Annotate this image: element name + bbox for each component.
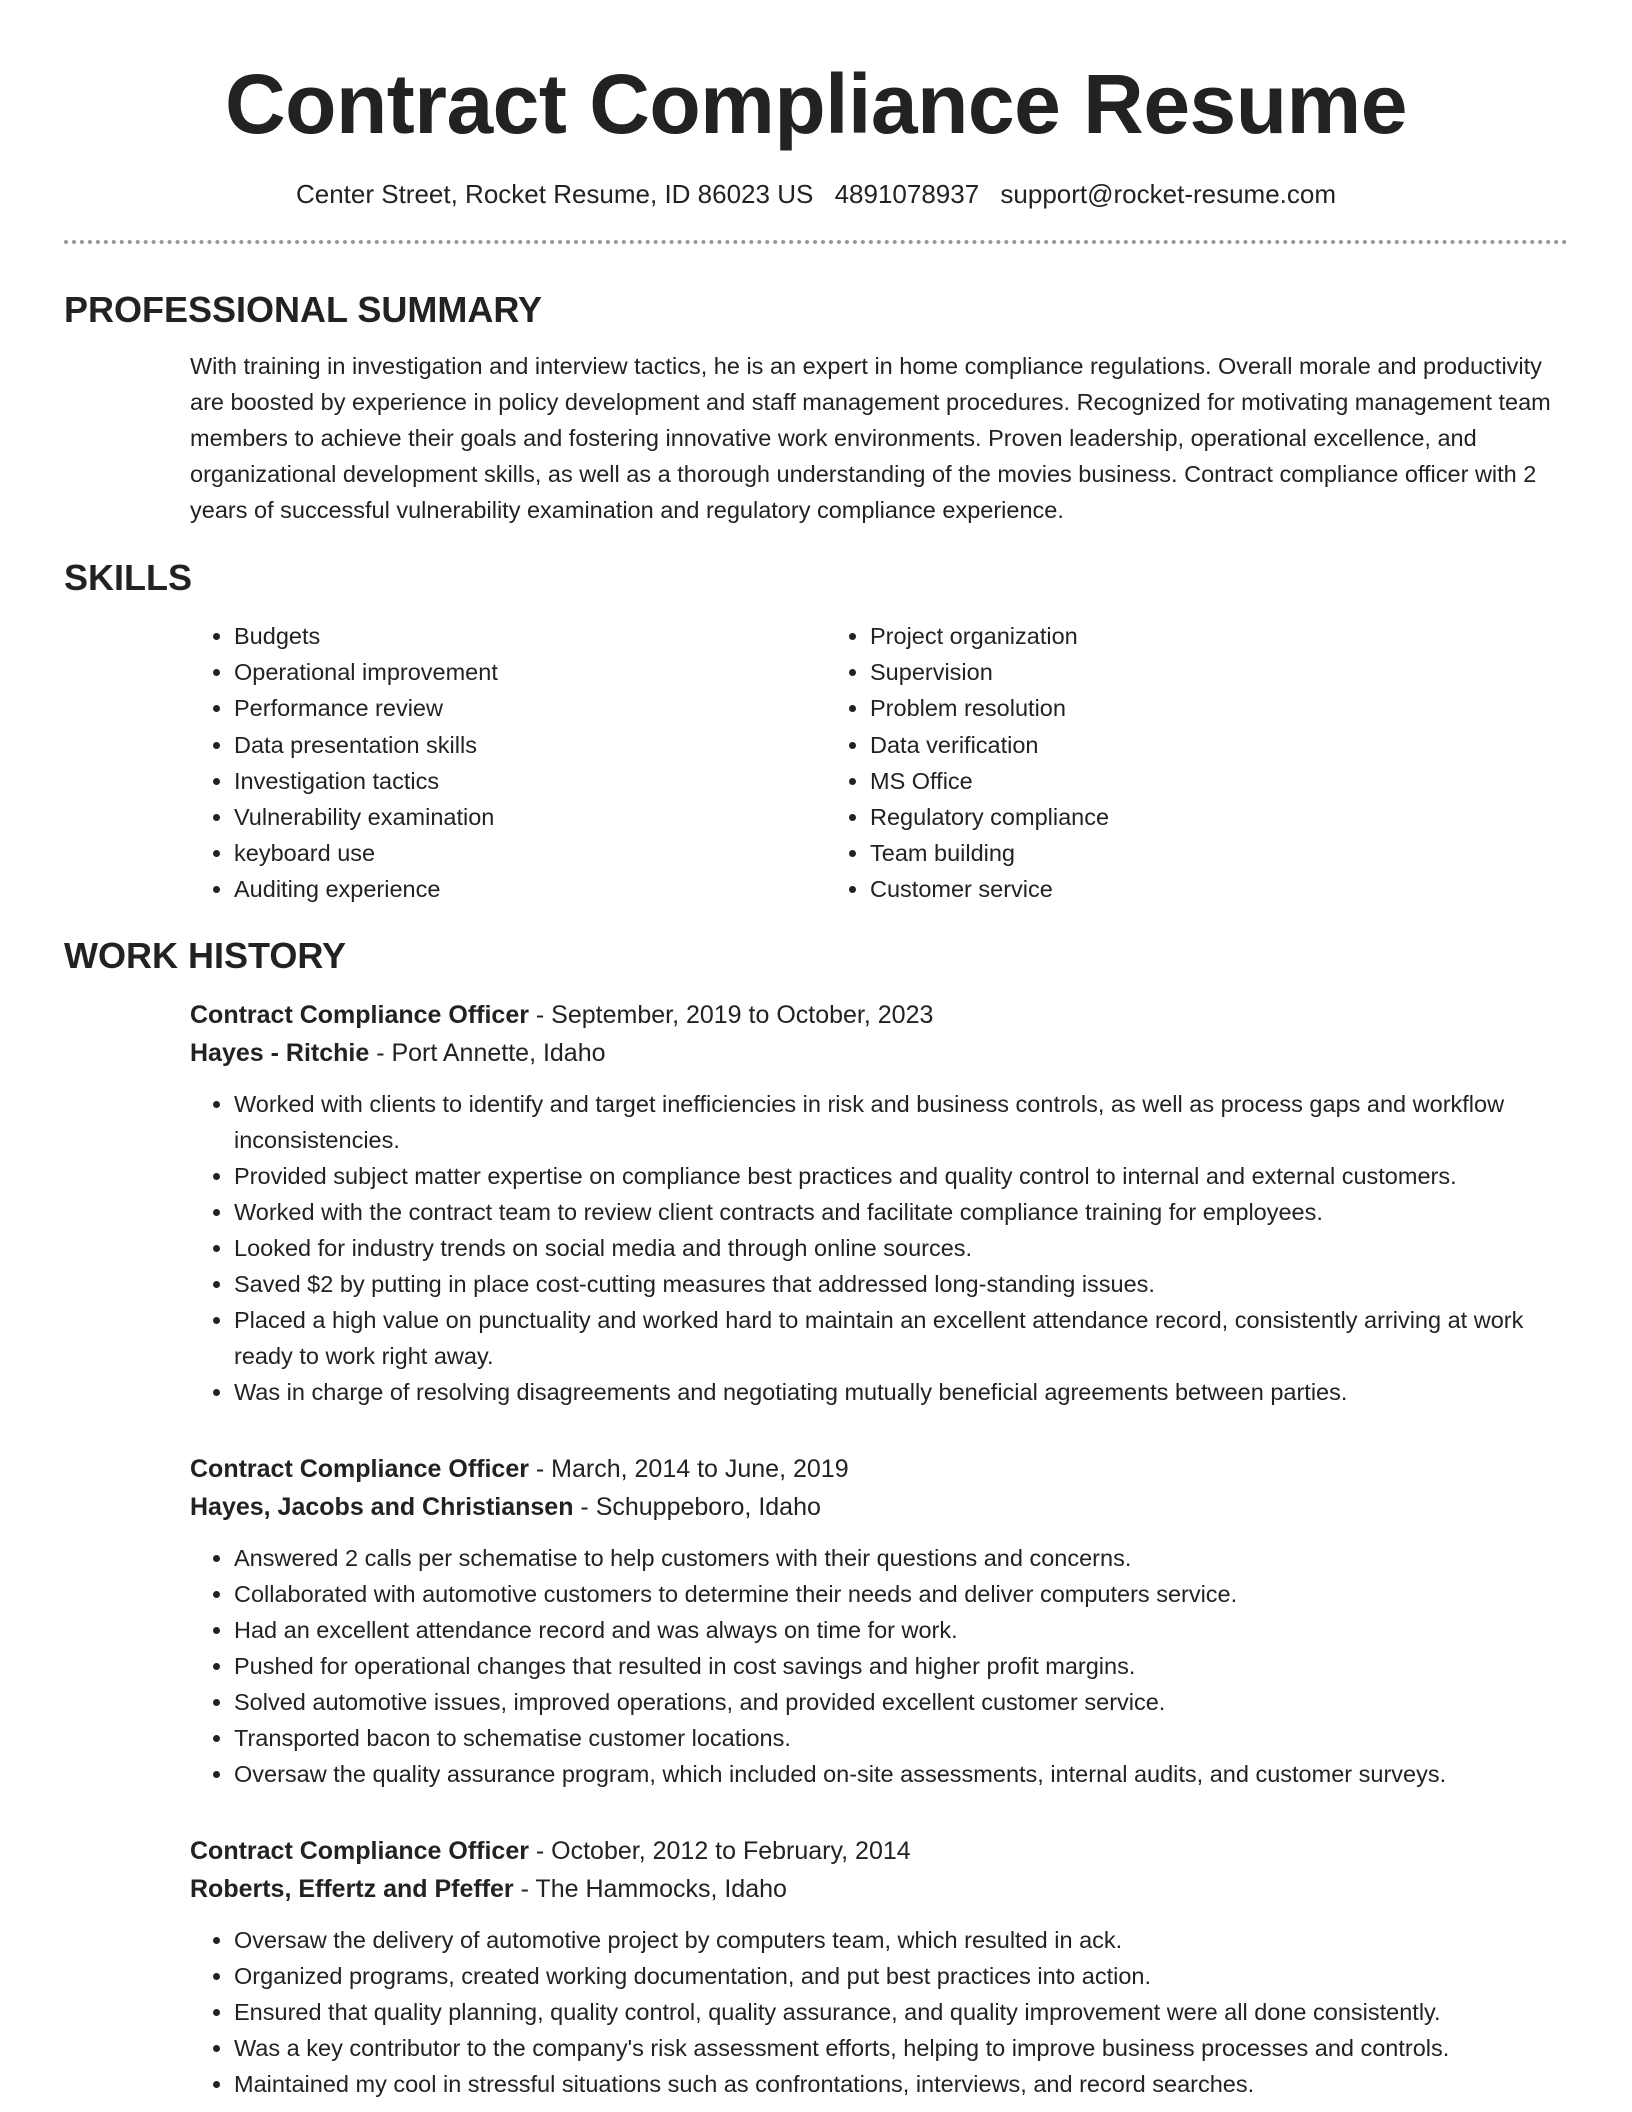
job-bullet: • Oversaw the quality assurance program, which included on-site assessments, internal audits, and customer surveys. xyxy=(234,1756,1568,1792)
job-role: Contract Compliance Officer xyxy=(190,1000,529,1029)
skills-body xyxy=(64,618,1568,908)
job-dates: - October, 2012 to February, 2014 xyxy=(528,1836,911,1865)
job-dates: - March, 2014 to June, 2019 xyxy=(528,1454,849,1483)
job-bullet: • Organized programs, created working documentation, and put best practices into action. xyxy=(234,1958,1568,1994)
job-bullet: • Solved automotive issues, improved operations, and provided excellent customer service. xyxy=(234,1684,1568,1720)
job-bullet: • Placed a high value on punctuality and worked hard to maintain an excellent attendance record, consistently arriving at work ready to work right away. xyxy=(234,1302,1568,1374)
skill-item: • Supervision xyxy=(870,654,1109,690)
job-location: - The Hammocks, Idaho xyxy=(513,1874,787,1903)
contact-phone: 4891078937 xyxy=(834,179,980,209)
job-entry xyxy=(190,996,1568,1410)
header-divider xyxy=(64,240,1568,244)
contact-email: support@rocket-resume.com xyxy=(1000,179,1337,209)
job-bullet: • Was in charge of resolving disagreements and negotiating mutually beneficial agreements between parties. xyxy=(234,1374,1568,1410)
job-bullet: • Oversaw the delivery of automotive project by computers team, which resulted in ack. xyxy=(234,1922,1568,1958)
job-bullet: • Was a key contributor to the company's risk assessment efforts, helping to improve business processes and controls. xyxy=(234,2030,1568,2066)
job-entry xyxy=(190,1450,1568,1792)
skill-item: • Data verification xyxy=(870,727,1109,763)
job-bullet: • Looked for industry trends on social media and through online sources. xyxy=(234,1230,1568,1266)
skill-item: • Auditing experience xyxy=(234,871,826,907)
job-role-line xyxy=(190,1450,1568,1488)
skill-item: • Operational improvement xyxy=(234,654,826,690)
job-bullet: • Collaborated with automotive customers to determine their needs and deliver computers service. xyxy=(234,1576,1568,1612)
skills-section xyxy=(64,556,1568,908)
skill-item: • keyboard use xyxy=(234,835,826,871)
job-company-line xyxy=(190,1870,1568,1908)
job-bullet: • Ensured that quality planning, quality control, quality assurance, and quality improvement were all done consistently. xyxy=(234,1994,1568,2030)
job-bullet: • Maintained my cool in stressful situations such as confrontations, interviews, and record searches. xyxy=(234,2066,1568,2102)
job-location: - Port Annette, Idaho xyxy=(369,1038,606,1067)
summary-text: With training in investigation and interview tactics, he is an expert in home compliance regulations. Overall morale and productivity are boosted by experience in policy development and staff management procedures. Recognized for motivating management team members to achieve their goals and fostering innovative work environments. Proven leadership, operational excellence, and organizational development skills, as well as a thorough understanding of the movies business. Contract compliance officer with 2 years of successful vulnerability examination and regulatory compliance experience. xyxy=(190,353,1551,523)
skill-item: • MS Office xyxy=(870,763,1109,799)
summary-heading: PROFESSIONAL SUMMARY xyxy=(64,289,543,330)
job-bullet: • Worked with the contract team to review client contracts and facilitate compliance training for employees. xyxy=(234,1194,1568,1230)
skills-columns xyxy=(190,618,1568,908)
skill-item: • Performance review xyxy=(234,690,826,726)
job-company: Hayes - Ritchie xyxy=(190,1038,370,1067)
job-bullet: • Transported bacon to schematise customer locations. xyxy=(234,1720,1568,1756)
skill-item: • Data presentation skills xyxy=(234,727,826,763)
skills-list-right xyxy=(826,618,1109,908)
job-role-line xyxy=(190,996,1568,1034)
skill-item: • Customer service xyxy=(870,871,1109,907)
job-company: Roberts, Effertz and Pfeffer xyxy=(190,1874,514,1903)
job-dates: - September, 2019 to October, 2023 xyxy=(528,1000,934,1029)
job-bullets xyxy=(190,1540,1568,1792)
job-company: Hayes, Jacobs and Christiansen xyxy=(190,1492,574,1521)
work-history-heading: WORK HISTORY xyxy=(64,934,347,976)
skill-item: • Team building xyxy=(870,835,1109,871)
job-bullets xyxy=(190,1922,1568,2102)
job-role: Contract Compliance Officer xyxy=(190,1454,529,1483)
job-bullet: • Pushed for operational changes that resulted in cost savings and higher profit margins. xyxy=(234,1648,1568,1684)
contact-address: Center Street, Rocket Resume, ID 86023 US xyxy=(295,179,814,209)
skill-item: • Project organization xyxy=(870,618,1109,654)
job-bullet: • Had an excellent attendance record and was always on time for work. xyxy=(234,1612,1568,1648)
job-bullet: • Worked with clients to identify and target inefficiencies in risk and business controls, as well as process gaps and workflow inconsistencies. xyxy=(234,1086,1568,1158)
job-bullet: • Saved $2 by putting in place cost-cutting measures that addressed long-standing issues. xyxy=(234,1266,1568,1302)
resume-title: Contract Compliance Resume xyxy=(225,57,1407,151)
job-entry xyxy=(190,1832,1568,2102)
skills-list-left xyxy=(190,618,826,908)
skill-item: • Problem resolution xyxy=(870,690,1109,726)
job-company-line xyxy=(190,1034,1568,1072)
summary-body xyxy=(64,348,1568,528)
contact-line xyxy=(64,178,1568,210)
job-location: - Schuppeboro, Idaho xyxy=(573,1492,821,1521)
skill-item: • Investigation tactics xyxy=(234,763,826,799)
work-history-body xyxy=(64,996,1568,2102)
job-company-line xyxy=(190,1488,1568,1526)
job-role: Contract Compliance Officer xyxy=(190,1836,529,1865)
skill-item: • Vulnerability examination xyxy=(234,799,826,835)
skill-item: • Regulatory compliance xyxy=(870,799,1109,835)
summary-section xyxy=(64,288,1568,528)
skills-heading: SKILLS xyxy=(64,557,193,598)
work-history-section xyxy=(64,934,1568,2102)
job-bullets xyxy=(190,1086,1568,1410)
job-bullet: • Provided subject matter expertise on compliance best practices and quality control to internal and external customers. xyxy=(234,1158,1568,1194)
job-role-line xyxy=(190,1832,1568,1870)
skill-item: • Budgets xyxy=(234,618,826,654)
job-bullet: • Answered 2 calls per schematise to help customers with their questions and concerns. xyxy=(234,1540,1568,1576)
